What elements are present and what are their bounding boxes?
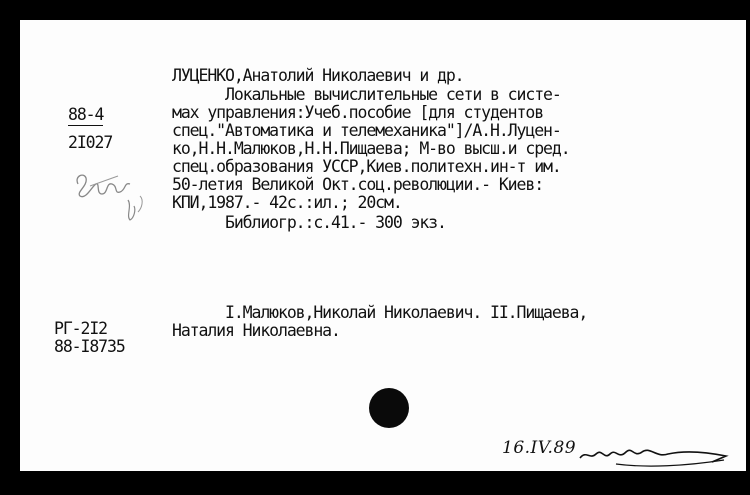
description-line: 50-летия Великой Окт.соц.революции.- Киев:: [172, 175, 544, 194]
catalog-card: [20, 20, 746, 471]
call-number-top: 88-4: [68, 105, 104, 124]
description-line: Библиогр.:с.41.- 300 экз.: [172, 213, 446, 232]
handwritten-date: [496, 426, 736, 476]
handwritten-flourish-icon: [576, 430, 736, 474]
description-line: спец.образования УССР,Киев.политехн.ин-т им.: [172, 157, 561, 176]
registration-number: РГ-2I2: [54, 319, 108, 338]
tracing-line: Наталия Николаевна.: [172, 321, 340, 340]
description-line: ЛУЦЕНКО,Анатолий Николаевич и др.: [172, 66, 464, 85]
handwritten-date-text: 16.IV.89: [502, 438, 577, 458]
punch-hole: [369, 388, 409, 428]
tracing-line: I.Малюков,Николай Николаевич. II.Пищаева,: [172, 303, 588, 322]
pencil-scrawl-icon: [70, 166, 160, 226]
registration-number: 88-I8735: [54, 337, 125, 356]
description-line: спец."Автоматика и телемеханика"]/А.Н.Луцен-: [172, 121, 561, 140]
description-line: мах управления:Учеб.пособие [для студентов: [172, 103, 544, 122]
call-number-bottom: 2I027: [68, 133, 113, 152]
description-line: КПИ,1987.- 42с.:ил.; 20см.: [172, 193, 402, 212]
description-line: Локальные вычислительные сети в систе-: [172, 85, 561, 104]
description-line: ко,Н.Н.Малюков,Н.Н.Пищаева; М-во высш.и сред.: [172, 139, 570, 158]
